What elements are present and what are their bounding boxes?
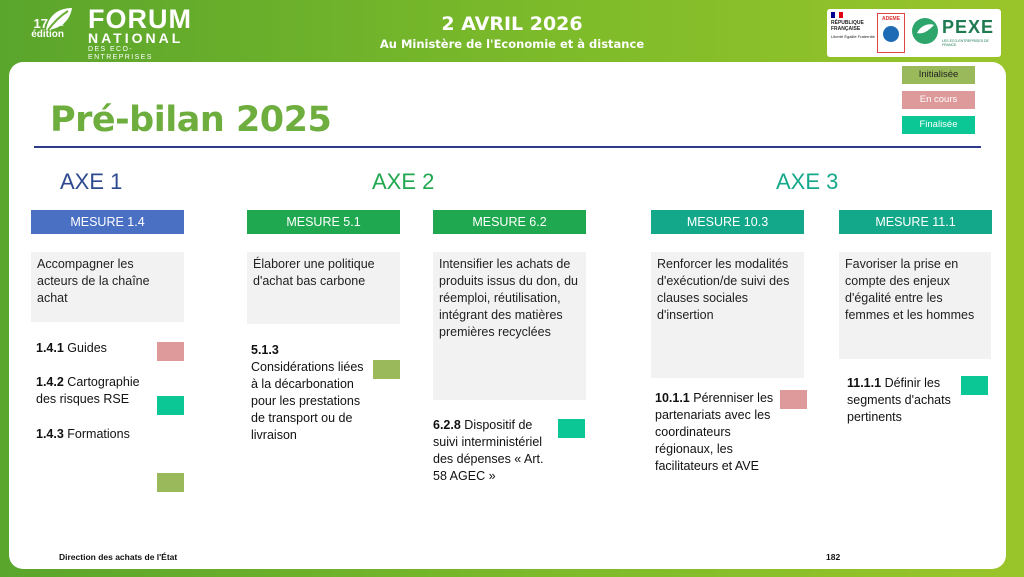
axe-3-title: AXE 3 [776,169,839,194]
action-code: 5.1.3 [251,343,279,357]
status-initialisee [157,473,184,492]
legend-initialisee: Initialisée [902,66,975,84]
event-header [0,0,1024,62]
ademe-emblem-icon [883,26,899,42]
mesure-1-4-header: MESURE 1.4 [31,210,184,234]
pexe-name: PEXE [942,17,995,37]
logo-national-text: NATIONAL [88,30,184,46]
event-date: 2 AVRIL 2026 [441,13,583,35]
status-finalisee [157,396,184,415]
legend-finalisee: Finalisée [902,116,975,134]
edition-label: édition [31,29,64,40]
action-1-4-1 [36,340,156,357]
status-finalisee [961,376,988,395]
status-initialisee [373,360,400,379]
page-number: 182 [826,552,841,562]
footer-organization: Direction des achats de l'État [59,552,178,562]
action-code: 1.4.3 [36,427,64,441]
ademe-text: ADEME [881,16,901,22]
event-place: Au Ministère de l'Economie et à distance [379,37,645,51]
action-10-1-1 [655,390,781,475]
mesure-1-4-description: Accompagner les acteurs de la chaîne achat [31,252,184,322]
rf-motto: Liberté Égalité Fraternité [831,34,875,39]
mesure-10-3-description: Renforcer les modalités d'exécution/de suivi des clauses sociales d'insertion [651,252,804,378]
action-text: Considérations liées à la décarbonation pour les prestations de transport ou de livraison [251,360,364,442]
action-code: 10.1.1 [655,391,690,405]
rf-line1: RÉPUBLIQUE [831,20,864,26]
action-1-4-2 [36,374,156,408]
status-en-cours [157,342,184,361]
republique-francaise-logo [831,12,875,54]
action-text: Pérenniser les partenariats avec les coordinateurs régionaux, les facilitateurs et AVE [655,391,774,473]
axe-1-title: AXE 1 [60,169,123,194]
axe-2-title: AXE 2 [372,169,435,194]
action-text: Cartographie des risques RSE [36,375,140,406]
french-flag-icon [831,12,843,18]
mesure-5-1-description: Élaborer une politique d'achat bas carbone [247,252,400,324]
ademe-logo [877,13,905,53]
mesure-5-1-header: MESURE 5.1 [247,210,400,234]
title-divider [34,146,981,148]
action-text: Formations [67,427,130,441]
status-finalisee [558,419,585,438]
action-code: 1.4.2 [36,375,64,389]
mesure-6-2-description: Intensifier les achats de produits issus du don, du réemploi, réutilisation, intégrant des matières premières recyclées [433,252,586,400]
mesure-10-3-header: MESURE 10.3 [651,210,804,234]
mesure-6-2-header: MESURE 6.2 [433,210,586,234]
action-code: 11.1.1 [847,376,882,390]
mesure-11-1-header: MESURE 11.1 [839,210,992,234]
logo-subtitle: DES ECO-ENTREPRISES [88,46,153,61]
action-text: Dispositif de suivi interministériel des dépenses « Art. 58 AGEC » [433,418,544,483]
legend-en-cours: En cours [902,91,975,109]
slide-content [9,62,1006,569]
action-6-2-8 [433,417,558,485]
partner-logos [827,9,1001,57]
action-1-4-3 [36,426,156,443]
action-text: Définir les segments d'achats pertinents [847,376,951,424]
action-code: 6.2.8 [433,418,461,432]
action-11-1-1 [847,375,962,426]
mesure-11-1-description: Favoriser la prise en compte des enjeux d'égalité entre les femmes et les hommes [839,252,991,359]
edition-number: 17 [33,16,48,31]
pexe-emblem-icon [911,17,939,45]
action-5-1-3 [251,342,373,444]
action-text: Guides [67,341,107,355]
pexe-subtitle: LES ECO-ENTREPRISES DE FRANCE [942,39,989,47]
rf-line2: FRANÇAISE [831,26,861,32]
logo-forum-text: FORUM [88,4,192,34]
action-code: 1.4.1 [36,341,64,355]
page-title: Pré-bilan 2025 [50,100,332,140]
status-en-cours [780,390,807,409]
